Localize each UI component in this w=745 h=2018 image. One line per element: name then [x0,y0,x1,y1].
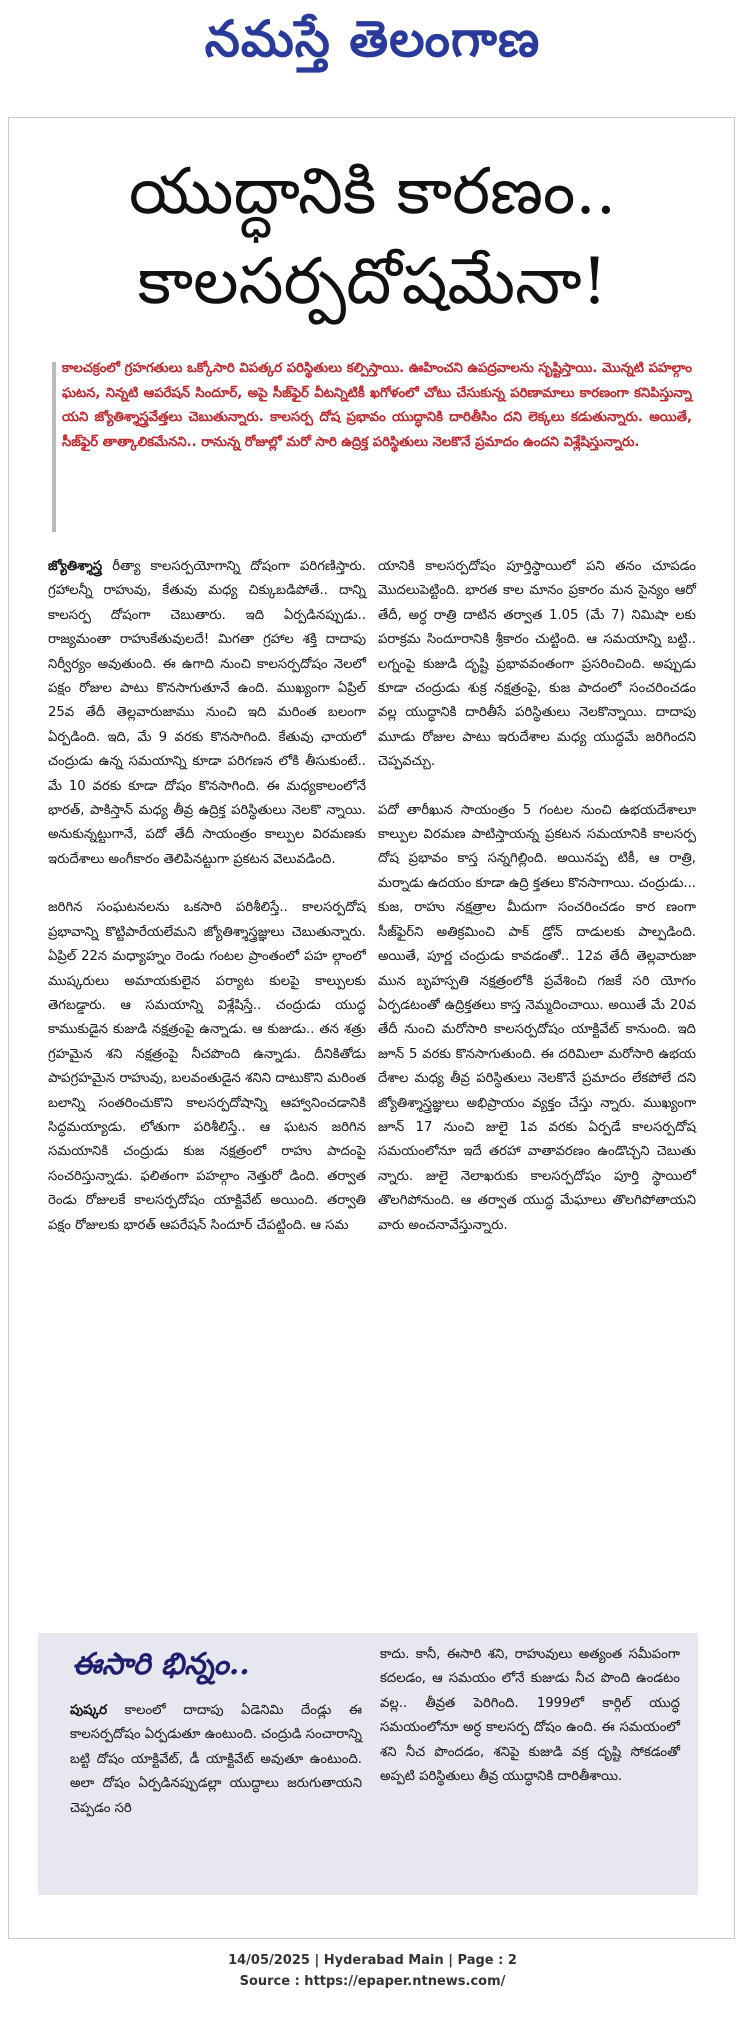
intro-accent-bar [52,362,56,532]
right-paragraph-2: పదో తారీఖున సాయంత్రం 5 గంటల నుంచి ఉభయదేశాలూ కాల్పుల విరమణ పాటిస్తాయన్న ప్రకటన సమయానికి కాలసర్ప దోష ప్రభావం కాస్త సన్నగిల్లింది. అయినప్ప టికీ, ఆ రాత్రి, మర్నాడు ఉదయం కూడా ఉద్రి క్తతలు కొనసాగాయి. చంద్రుడు... కుజ, రాహు నక్షత్రాల మీదుగా సంచరించడం కార ణంగా సీజ్‌ఫైర్‌ని అతిక్రమించి పాక్ డ్రోన్ దాడులకు పాల్పడింది. అయితే, పూర్ణ చంద్రుడు కావడంతో.. 12వ తేదీ తెల్లవారుజా మున బృహస్పతి నక్షత్రంలోకి ప్రవేశించి గజకే సరి యోగం ఏర్పడటంతో ఉద్రిక్తతలు కాస్త నెమ్మదించాయి. అయితే మే 20వ తేదీ నుంచి మరోసారి కాలసర్పదోషం యాక్టివేట్ కానుంది. ఇది జూన్ 5 వరకు కొనసాగుతుంది. ఈ దరిమిలా మరోసారి ఉభయ దేశాల మధ్య తీవ్ర పరిస్థితులు నెలకొనే ప్రమాదం లేకపోలే దని జ్యోతిశ్శాస్త్రజ్ఞులు అభిప్రాయం వ్యక్తం చేస్తు న్నారు. ముఖ్యంగా జూన్ 17 నుంచి జులై 1వ వరకు ఏర్పడే కాలసర్పదోష సమయంలోనూ ఇదే తరహా వాతావరణం ఉండొచ్చని చెబుతు న్నారు. జులై నెలాఖరుకు కాలసర్పదోషం పూర్తి స్థాయిలో తొలగిపోనుంది. ఆ తర్వాత యుద్ధ మేఘాలు తొలగిపోతాయని వారు అంచనావేస్తున్నారు. [378,802,696,1233]
box-right-text: కాదు. కానీ, ఈసారి శని, రాహువులు అత్యంత సమీపంగా కదలడం, ఆ సమయం లోనే కుజుడు నీచ పొంది ఉండటం వల్ల.. తీవ్రత పెరిగింది. 1999లో కార్గిల్ యుద్ధ సమయంలోనూ అర్ధ కాలసర్ప దోషం ఉంది. ఈ సమయంలో శని నీచ పొందడం, శనిపై కుజుడి వక్ర దృష్టి సోకడంతో అప్పటి పరిస్థితులు తీవ్ర యుద్ధానికి దారితీశాయి. [380,1647,680,1785]
footer-edition: 14/05/2025 | Hyderabad Main | Page : 2 [228,1953,517,1968]
right-paragraph-1: యానికి కాలసర్పదోషం పూర్తిస్థాయిలో పని తనం చూపడం మొదలుపెట్టింది. భారత కాల మానం ప్రకారం మన సైన్యం ఆరో తేదీ, అర్ధ రాత్రి దాటిన తర్వాత 1.05 (మే 7) నిమిషా లకు పరాక్రమ సిందూరానికి శ్రీకారం చుట్టింది. ఆ సమయాన్ని బట్టి.. లగ్నంపై కుజుడి దృష్టి ప్రభావవంతంగా ప్రసరించింది. అప్పుడు కూడా చంద్రుడు శుక్ర నక్షత్రంపై, కుజ పాదంలో సంచరించడం వల్ల యుద్ధానికి దారితీసే పరిస్థితులు నెలకొన్నాయి. దాదాపు మూడు రోజుల పాటు ఇరుదేశాల మధ్య యుద్ధమే జరిగిందని చెప్పవచ్చు. [378,559,696,770]
footer-source: Source : https://epaper.ntnews.com/ [239,1974,506,1989]
masthead [0,0,745,95]
right-column [378,555,696,1262]
left-paragraph-2: జరిగిన సంఘటనలను ఒకసారి పరిశీలిస్తే.. కాలసర్పదోష ప్రభావాన్ని కొట్టిపారేయలేమని జ్యోతిశ్శాస్త్రజ్ఞులు చెబుతున్నారు. ఏప్రిల్ 22న మధ్యాహ్నం రెండు గంటల ప్రాంతంలో పహ ల్గాంలో ముష్కరులు అమాయకులైన పర్యాట కులపై కాల్పులకు తెగబడ్డారు. ఆ సమయాన్ని విశ్లేషిస్తే.. చంద్రుడు యుద్ధ కాముకుడైన కుజుడి నక్షత్రంపై ఉన్నాడు. ఆ కుజుడు.. తన శత్రు గ్రహమైన శని నక్షత్రంపై నీచపొంది ఉన్నాడు. దీనికితోడు పాపగ్రహమైన రాహువు, బలవంతుడైన శనిని దాటుకొని మరింత బలాన్ని సంతరించుకొని కాలసర్పదోషాన్ని ఆహ్వానించడానికి సిద్ధమయ్యాడు. లోతుగా పరిశీలిస్తే.. ఆ ఘటన జరిగిన సమయానికి చంద్రుడు కుజ నక్షత్రంలో రాహు పాదంపై సంచరిస్తున్నాడు. ఫలితంగా పహల్గాం నెత్తురో డింది. తర్వాత రెండు రోజులకే కాలసర్పదోషం యాక్టివేట్ అయింది. తర్వాతి పక్షం రోజులకు భారత్ ఆపరేషన్ సిందూర్ చేపట్టింది. ఆ సమ [48,900,366,1233]
left-paragraph-1-text: రీత్యా కాలసర్పయోగాన్ని దోషంగా పరిగణిస్తారు. గ్రహాలన్నీ రాహువు, కేతువు మధ్య చిక్కుబడిపోతే.. దాన్ని కాలసర్ప దోషంగా చెబుతారు. ఇది ఏర్పడినప్పుడు.. రాజ్యమంతా రాహుకేతువులదే! మిగతా గ్రహాల శక్తి దాదాపు నిర్వీర్యం అవుతుంది. ఈ ఉగాది నుంచి కాలసర్పదోషం నెలలో పక్షం రోజుల పాటు కొనసాగుతూనే ఉంది. ముఖ్యంగా ఏప్రిల్ 25వ తేదీ తెల్లవారుజాము నుంచి ఇది మరింత బలంగా ఏర్పడింది. ఇది, మే 9 వరకు కొనసాగింది. కేతువు ఛాయలో చంద్రుడు ఉన్న సమయాన్ని కూడా పరిగణన లోకి తీసుకుంటే.. మే 10 వరకు కూడా దోషం కొనసాగింది. ఈ మధ్యకాలంలోనే భారత్, పాకిస్తాన్ మధ్య తీవ్ర ఉద్రిక్త పరిస్థితులు నెలకొ న్నాయి. అనుకున్నట్టుగానే, పదో తేదీ సాయంత్రం కాల్పుల విరమణకు ఇరుదేశాలు అంగీకారం తెలిపినట్టుగా ప్రకటన వెలువడింది. [48,559,366,867]
newspaper-logo: నమస్తే తెలంగాణ [204,9,541,68]
box-left-body: కాలంలో దాదాపు ఏడెనిమి దేండ్లు ఈ కాలసర్పదోషం ఏర్పడుతూ ఉంటుంది. చంద్రుడి సంచారాన్ని బట్టి దోషం యాక్టివేట్, డీ యాక్టివేట్ అవుతూ ఉంటుంది. అలా దోషం ఏర్పడినప్పుడల్లా యుద్ధాలు జరుగుతాయని చెప్పడం సరి [70,1703,362,1816]
headline [40,150,705,330]
box-title: ఈసారి భిన్నం.. [72,1647,250,1682]
headline-line-2: కాలసర్పదోషమేనా! [137,245,608,319]
intro-paragraph: కాలచక్రంలో గ్రహగతులు ఒక్కోసారి విపత్కర పరిస్థితులు కల్పిస్తాయి. ఊహించని ఉపద్రవాలను సృష్టిస్తాయి. మొన్నటి పహల్గాం ఘటన, నిన్నటి ఆపరేషన్ సిందూర్, అపై సీజ్‌ఫైర్ వీటన్నిటికీ ఖగోళంలో చోటు చేసుకున్న పరిణామాలు కారణంగా కనిపిస్తున్నా యని జ్యోతిశ్శాస్త్రవేత్తలు చెబుతున్నారు. కాలసర్ప దోష ప్రభావం యుద్ధానికి దారితీసిం దని లెక్కలు కడుతున్నారు. అయితే, సీజ్‌ఫైర్ తాత్కాలికమేనని.. రానున్న రోజుల్లో మరో సారి ఉద్రిక్త పరిస్థితులు నెలకొనే ప్రమాదం ఉందని విశ్లేషిస్తున్నారు. [62,361,692,450]
left-paragraph-1 [48,555,366,872]
box-left-text [70,1699,362,1821]
headline-line-1: యుద్ధానికి కారణం.. [128,155,617,229]
footer [0,1950,745,1992]
left-column [48,555,366,1262]
box-lead-word: పుష్కర [70,1703,108,1718]
left-lead-word: జ్యోతిశ్శాస్త్ర [48,559,103,574]
sidebar-box [38,1633,698,1895]
